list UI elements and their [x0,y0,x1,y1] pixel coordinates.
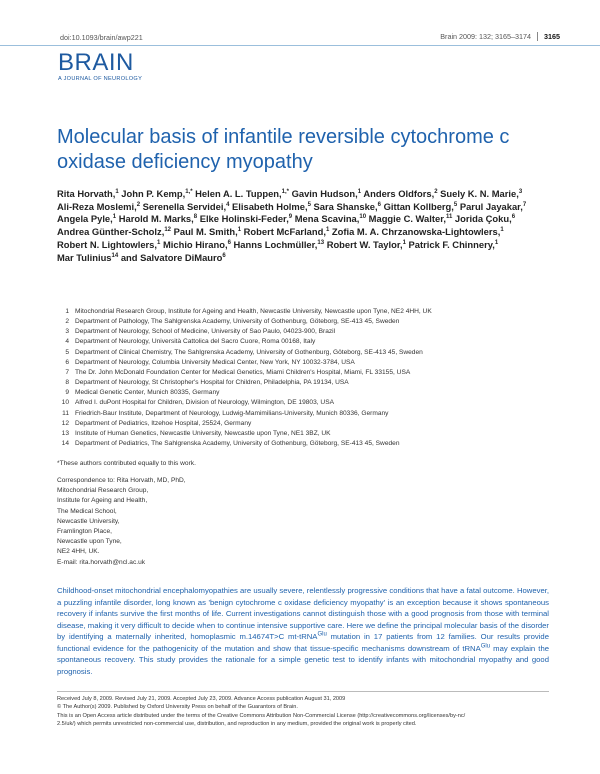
citation: Brain 2009: 132; 3165–3174 [440,32,531,41]
affiliation-item [57,348,577,358]
affiliation-text: Medical Genetic Center, Munich 80335, Germany [75,389,220,397]
author-name [119,213,197,224]
author-name-text: John P. Kemp, [121,188,186,199]
journal-name: BRAIN [58,49,134,76]
author-name-text: Gavin Hudson, [291,188,358,199]
author-affiliation-sup: 1 [494,239,499,246]
affiliation-text: Mitochondrial Research Group, Institute for Ageing and Health, Newcastle University, Newcastle upon Tyne, NE2 4HH, UK [75,308,432,315]
author-name [409,239,499,250]
author-name-text: Parul Jayakar, [459,200,523,212]
author-name [143,201,230,212]
page-number: 3165 [537,32,560,41]
author-name-text: Anders Oldfors, [363,188,435,199]
correspondence-line: Mitochondrial Research Group, [57,487,149,495]
author-affiliation-sup: 4 [226,201,230,208]
affiliation-item [57,429,577,439]
footer-line: Received July 8, 2009. Revised July 21, 2009. Accepted July 23, 2009. Advance Access publication August 31, 2009 [57,696,346,702]
affiliation-list [57,307,577,449]
author-affiliation-sup: 6 [377,201,381,208]
affiliation-text: Alfred I. duPont Hospital for Children, Division of Neurology, Wilmington, DE 19803, USA [75,399,334,407]
affiliation-number: 8 [65,379,69,387]
affiliation-item [57,368,577,378]
author-name [384,201,458,212]
author-name-text: Robert McFarland, [243,226,326,238]
author-affiliation-sup: 12 [164,226,171,233]
author-name [121,188,192,199]
author-name-text: Robert N. Lightowlers, [57,238,158,250]
author-name [57,213,116,224]
affiliation-number: 3 [65,328,69,336]
author-affiliation-sup: 1,* [281,188,289,195]
author-name [363,188,437,199]
affiliation-text: Department of Neurology, Columbia University Medical Center, New York, NY 10032-3784, USA [75,358,355,366]
author-name-text: Hanns Lochmüller, [233,238,318,250]
affiliation-text: Department of Neurology, Università Cattolica del Sacro Cuore, Roma 00168, Italy [75,338,316,346]
correspondence-line: The Medical School, [57,507,117,515]
affiliation-text: Department of Clinical Chemistry, The Sahlgrenska Academy, University of Gothenburg, Göteborg, SE-413 45, Sweden [75,348,423,356]
author-name-text: Patrick F. Chinnery, [408,238,495,250]
author-name-text: Paul M. Smith, [173,226,238,238]
affiliation-number: 14 [61,440,69,448]
author-name [314,201,381,212]
affiliation-text: Department of Pathology, The Sahlgrenska Academy, University of Gothenburg, Göteborg, SE-413 45, Sweden [75,318,400,326]
author-affiliation-sup: 3 [518,188,523,195]
author-name [174,226,241,237]
affiliation-item [57,327,577,337]
author-name [369,213,453,224]
author-affiliation-sup: 11 [445,214,453,221]
article-title: Molecular basis of infantile reversible cytochrome c oxidase deficiency myopathy [57,126,510,173]
citation-header [440,32,560,41]
correspondence-line: Correspondence to: Rita Horvath, MD, PhD, [57,477,186,484]
affiliation-number: 13 [61,429,69,437]
correspondence-line: Framlington Place, [57,528,112,536]
affiliation-number: 11 [62,409,69,417]
author-affiliation-sup: 6 [222,252,226,259]
correspondence-line: Newcastle University, [57,517,120,525]
author-name [295,213,366,224]
author-affiliation-sup: 6 [511,214,516,221]
affiliation-text: Department of Pediatrics, The Sahlgrenska Academy, University of Gothenburg, Göteborg, SE-413 45, Sweden [75,440,400,448]
author-name-text: Elisabeth Holme, [232,200,308,212]
author-affiliation-sup: 10 [359,214,367,221]
author-name [332,226,504,237]
affiliation-text: Department of Neurology, School of Medicine, University of Sao Paulo, 04023-900, Brazil [75,328,336,336]
correspondence-line: Institute for Ageing and Health, [57,497,148,505]
author-name-text: Michio Hirano, [162,238,228,250]
author-name-text: Maggie C. Walter, [368,213,446,225]
affiliation-number: 5 [65,348,69,356]
author-name-text: Elke Holinski-Feder, [199,213,289,225]
affiliation-text: Department of Pediatrics, Itzehoe Hospital, 25524, Germany [75,419,252,427]
affiliation-text: Institute of Human Genetics, Newcastle University, Newcastle upon Tyne, NE1 3BZ, UK [75,429,331,437]
author-name-text: Andrea Günther-Scholz, [57,226,165,238]
affiliation-number: 1 [65,308,69,315]
author-name [57,239,160,250]
author-affiliation-sup: 1 [112,214,117,221]
author-name-text: Harold M. Marks, [118,213,194,225]
author-name [455,213,515,224]
correspondence-line: E-mail: rita.horvath@ncl.ac.uk [57,558,146,566]
author-affiliation-sup: 6 [227,239,231,246]
author-name [121,252,226,263]
footer-rule [57,691,549,692]
author-affiliation-sup: 2 [434,188,438,195]
affiliation-number: 12 [61,419,69,427]
affiliation-item [57,307,577,317]
author-affiliation-sup: 8 [193,214,198,221]
affiliation-item [57,358,577,368]
author-affiliation-sup: 5 [307,201,311,208]
author-name-text: Sara Shanske, [313,200,378,212]
abstract [57,585,549,677]
author-name-text: Suely K. N. Marie, [440,188,519,199]
author-affiliation-sup: 9 [288,214,293,221]
journal-logo [58,51,142,82]
author-affiliation-sup: 2 [136,201,141,208]
author-name [57,188,119,199]
author-name-text: Mena Scavina, [294,213,360,225]
affiliation-item [57,419,577,429]
author-affiliation-sup: 1 [157,239,161,246]
affiliation-text: Friedrich-Baur Institute, Department of Neurology, Ludwig-Mamimilians-University, Munich 80336, Germany [75,409,389,417]
affiliation-number: 4 [65,338,69,346]
author-name-text: Zofia M. A. Chrzanowska-Lightowlers, [331,226,501,238]
author-name [57,252,118,263]
correspondence [57,476,257,568]
author-name [232,201,311,212]
author-name-text: Angela Pyle, [57,213,113,225]
affiliation-item [57,409,577,419]
affiliation-number: 10 [61,399,69,407]
author-name [460,201,526,212]
author-affiliation-sup: 1 [237,226,242,233]
author-name-text: Rita Horvath, [57,188,116,199]
author-affiliation-sup: 1 [325,226,330,233]
footer-line: © The Author(s) 2009. Published by Oxford University Press on behalf of the Guarantors of Brain. [57,704,298,711]
affiliation-item [57,317,577,327]
author-name-text: Helen A. L. Tuppen, [195,188,282,199]
affiliation-item [57,398,577,408]
author-name [57,201,140,212]
author-name-text: and Salvatore DiMauro [120,251,223,263]
author-name [234,239,325,250]
affiliation-item [57,388,577,398]
abstract-part-2: mutation in 17 patients from 12 families. Our results provide functional evidence for the pathogenicity of the mutation and show that tissue-specific mechanisms downstream of tRNA [57,632,549,653]
affiliation-number: 2 [65,318,69,326]
header-rule [0,45,600,46]
author-affiliation-sup: 7 [522,201,527,208]
author-affiliation-sup: 1 [357,188,362,195]
correspondence-line: Newcastle upon Tyne, [57,538,122,546]
author-name-text: Serenella Servidei, [142,200,227,212]
author-affiliation-sup: 1 [500,226,504,233]
author-name-text: Robert W. Taylor, [326,238,403,250]
author-name [440,188,522,199]
author-name-text: Ali-Reza Moslemi, [57,200,137,212]
abstract-sup-2: Glu [480,643,491,650]
affiliation-number: 9 [65,389,69,397]
footer [57,695,557,728]
author-name [163,239,231,250]
doi: doi:10.1093/brain/awp221 [60,33,143,42]
author-name-text: Jorida Çoku, [454,213,512,225]
author-affiliation-sup: 13 [317,239,325,246]
abstract-part-3: may explain the spontaneous recovery. This study provides the rationale for a simple genetic test to identify infants with mitochondrial myopathy and good prognosis. [57,643,549,676]
author-affiliation-sup: 5 [453,201,458,208]
affiliation-text: Department of Neurology, St Christopher's Hospital for Children, Philadelphia, PA 19134, USA [75,379,349,387]
affiliation-number: 7 [65,368,69,376]
author-list [57,188,552,264]
equal-contribution-note: *These authors contributed equally to this work. [57,460,196,467]
affiliation-item [57,337,577,347]
journal-subtitle: A JOURNAL OF NEUROLOGY [58,76,143,82]
author-affiliation-sup: 1 [402,239,406,246]
author-name-text: Gittan Kollberg, [383,200,454,212]
affiliation-number: 6 [65,358,69,366]
author-name [200,213,292,224]
author-affiliation-sup: 1,* [185,188,193,195]
author-name [244,226,330,237]
abstract-part-1: Childhood-onset mitochondrial encephalomyopathies are usually severe, relentlessly progressive conditions that have a fatal outcome. However, a puzzling infantile disorder, long known as 'benign cytochrome c oxidase deficiency myopathy' is an exception because it shows spontaneous recovery if infants survive the first months of life. Current investigations cannot distinguish those with a good prognosis from those with terminal disease, making it very difficult to decide when to continue intensive supportive care. Here we define the principal molecular basis of the disorder by identifying a maternally inherited, homoplasmic m.14674T>C mt-tRNA [57,586,549,642]
author-affiliation-sup: 14 [111,252,119,259]
footer-line: 2.5/uk/) which permits unrestricted non-commercial use, distribution, and reproduction in any medium, provided the original work is properly cited. [57,720,417,727]
footer-line: This is an Open Access article distributed under the terms of the Creative Commons Attribution Non-Commercial License (http://creativecommons.org/licenses/by-nc/ [57,712,466,719]
author-affiliation-sup: 1 [115,188,119,195]
author-name [292,188,362,199]
affiliation-item [57,378,577,388]
author-name-text: Mar Tulinius [57,251,112,263]
affiliation-item [57,439,577,449]
abstract-sup-1: Glu [317,631,327,638]
author-name [57,226,171,237]
author-name [327,239,406,250]
affiliation-text: The Dr. John McDonald Foundation Center for Medical Genetics, Miami Children's Hospital, Miami, FL 33155, USA [75,368,411,376]
correspondence-line: NE2 4HH, UK. [57,548,100,556]
author-name [195,188,289,199]
